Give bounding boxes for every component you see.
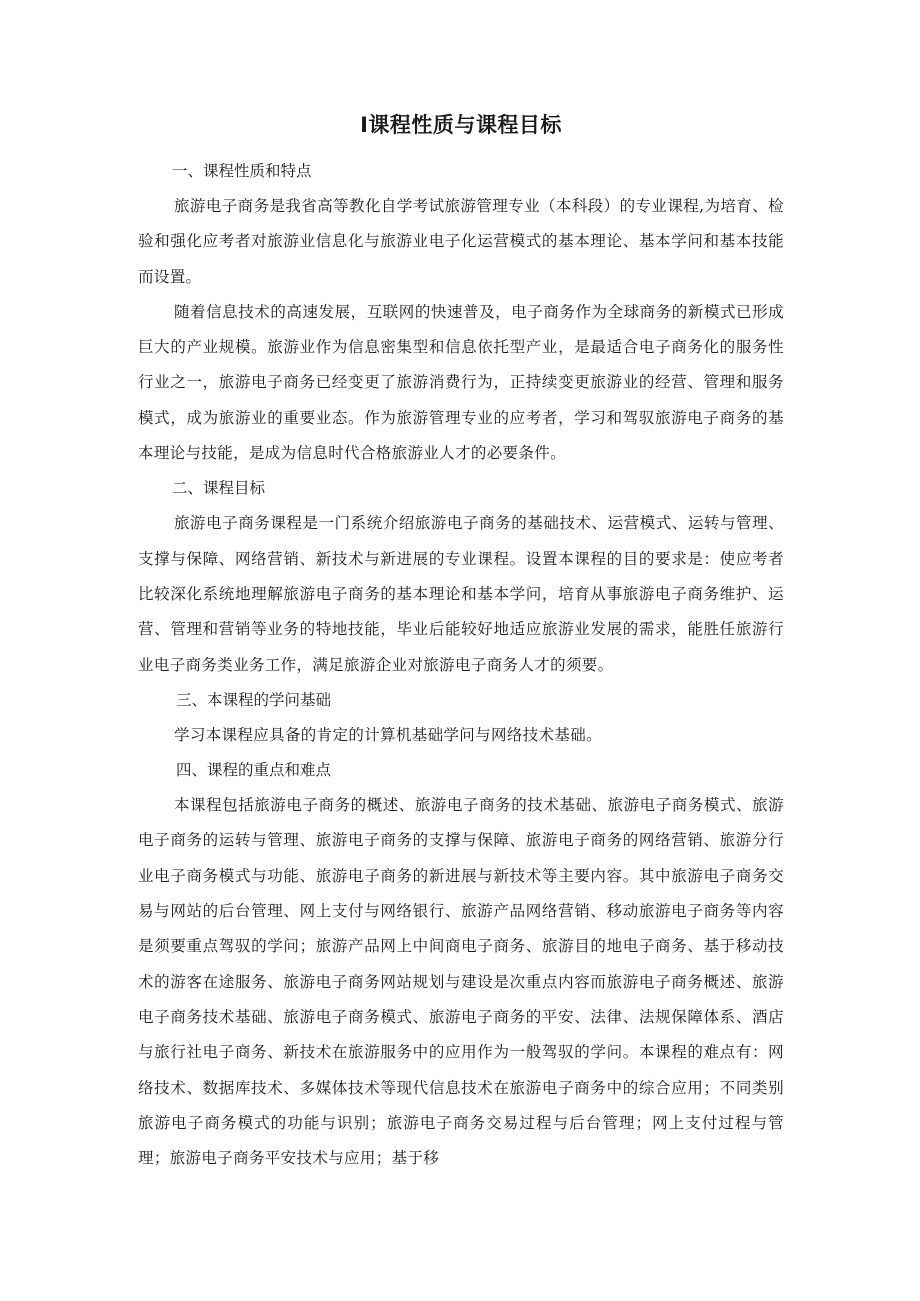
- section-foundation: [138, 683, 784, 753]
- page-title: I课程性质与课程目标: [360, 113, 562, 137]
- paragraph: 本课程包括旅游电子商务的概述、旅游电子商务的技术基础、旅游电子商务模式、旅游电子商务的运转与管理、旅游电子商务的支撑与保障、旅游电子商务的网络营销、旅游分行业电子商务模式与功能、旅游电子商务的新进展与新技术等主要内容。其中旅游电子商务交易与网站的后台管理、网上支付与网络银行、旅游产品网络营销、移动旅游电子商务等内容是须要重点驾驭的学问；旅游产品网上中间商电子商务、旅游目的地电子商务、基于移动技术的游客在途服务、旅游电子商务网站规划与建设是次重点内容而旅游电子商务概述、旅游电子商务技术基础、旅游电子商务模式、旅游电子商务的平安、法律、法规保障体系、酒店与旅行社电子商务、新技术在旅游服务中的应用作为一般驾驭的学问。本课程的难点有：网络技术、数据库技术、多媒体技术等现代信息技术在旅游电子商务中的综合应用；不同类别旅游电子商务模式的功能与识别；旅游电子商务交易过程与后台管理；网上支付过程与管理；旅游电子商务平安技术与应用；基于移: [138, 796, 784, 1168]
- paragraph: 旅游电子商务是我省高等教化自学考试旅游管理专业（本科段）的专业课程,为培育、检验和强化应考者对旅游业信息化与旅游业电子化运营模式的基本理论、基本学问和基本技能而设置。: [138, 197, 784, 286]
- document-page: [138, 108, 784, 1176]
- section-heading: 二、课程目标: [172, 479, 266, 498]
- section-heading: 三、本课程的学问基础: [176, 690, 332, 709]
- section-key-points: [138, 753, 784, 1176]
- section-goals: [138, 471, 784, 682]
- paragraph: 旅游电子商务课程是一门系统介绍旅游电子商务的基础技术、运营模式、运转与管理、支撑与保障、网络营销、新技术与新进展的专业课程。设置本课程的目的要求是：使应考者比较深化系统地理解旅游电子商务的基本理论和基本学问，培育从事旅游电子商务维护、运营、管理和营销等业务的特地技能，毕业后能较好地适应旅游业发展的需求，能胜任旅游行业电子商务类业务工作，满足旅游企业对旅游电子商务人才的须要。: [138, 514, 784, 674]
- paragraph: 随着信息技术的高速发展，互联网的快速普及，电子商务作为全球商务的新模式已形成巨大的产业规模。旅游业作为信息密集型和信息依托型产业，是最适合电子商务化的服务性行业之一，旅游电子商务已经变更了旅游消费行为，正持续变更旅游业的经营、管理和服务模式，成为旅游业的重要业态。作为旅游管理专业的应考者，学习和驾驭旅游电子商务的基本理论与技能，是成为信息时代合格旅游业人才的必要条件。: [138, 302, 784, 463]
- section-heading: 四、课程的重点和难点: [176, 761, 332, 780]
- paragraph: 学习本课程应具备的肯定的计算机基础学问与网络技术基础。: [174, 725, 602, 744]
- section-nature: [138, 154, 784, 471]
- section-heading: 一、课程性质和特点: [172, 162, 312, 180]
